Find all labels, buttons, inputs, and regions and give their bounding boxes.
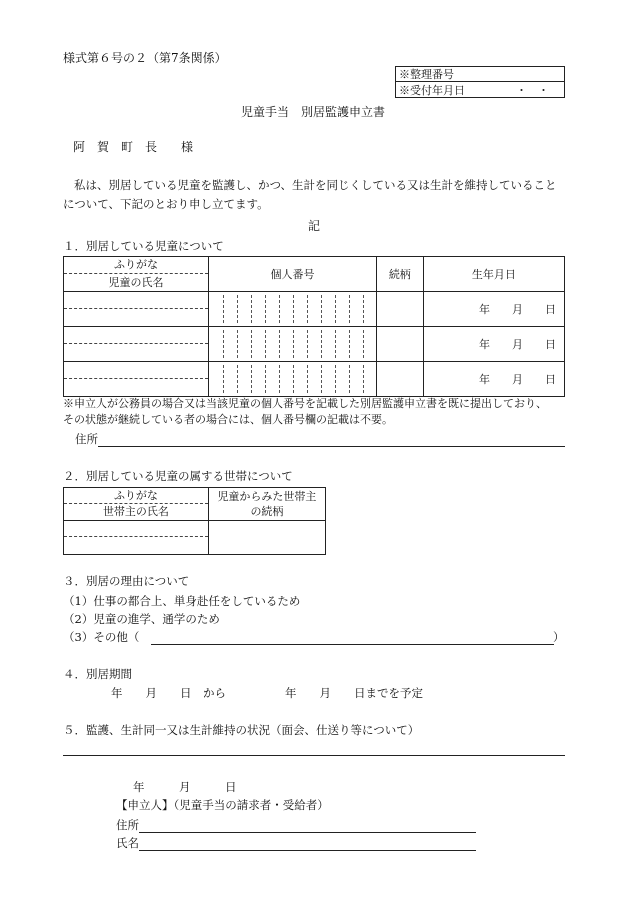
- birth-date-cell[interactable]: 年 月 日: [423, 327, 564, 362]
- child-name-cell[interactable]: [64, 362, 209, 397]
- section1-heading: １．別居している児童について: [63, 239, 224, 253]
- birth-date-cell[interactable]: 年 月 日: [423, 292, 564, 327]
- digit-divider: [321, 330, 322, 358]
- digit-divider: [223, 365, 224, 393]
- householder-relation-header: [208, 488, 325, 521]
- digit-divider: [279, 365, 280, 393]
- digit-divider: [293, 295, 294, 323]
- received-date-dots: ・ ・: [516, 84, 549, 97]
- digit-divider: [349, 365, 350, 393]
- section1-address-label: 住所: [75, 432, 98, 446]
- digit-divider: [237, 295, 238, 323]
- digit-divider: [293, 330, 294, 358]
- period-from: 年 月 日 から: [111, 686, 226, 700]
- reason-1: （1）仕事の都合上、単身赴任をしているため: [63, 594, 301, 608]
- digit-divider: [307, 365, 308, 393]
- digit-divider: [307, 295, 308, 323]
- body-text-line-1: 私は、別居している児童を監護し、かつ、生計を同じくしている又は生計を維持していること: [74, 178, 557, 192]
- body-text-line-2: について、下記のとおり申し立てます。: [63, 197, 269, 211]
- digit-divider: [237, 330, 238, 358]
- household-table: [63, 487, 326, 555]
- digit-divider: [363, 330, 364, 358]
- birth-date-cell[interactable]: 年 月 日: [423, 362, 564, 397]
- table-row: [64, 362, 565, 397]
- digit-divider: [335, 295, 336, 323]
- relation-cell[interactable]: [376, 292, 423, 327]
- section3-heading: ３．別居の理由について: [63, 574, 190, 588]
- section2-heading: ２．別居している児童の属する世帯について: [63, 469, 293, 483]
- personal-no-cell[interactable]: [209, 362, 377, 397]
- reason-3: （3）その他（: [63, 630, 140, 644]
- householder-relation-cell[interactable]: [208, 521, 325, 555]
- digit-divider: [237, 365, 238, 393]
- furigana-header: ふりがな: [114, 258, 159, 271]
- digit-divider: [293, 365, 294, 393]
- table-row: [64, 521, 326, 555]
- digit-divider: [363, 365, 364, 393]
- personal-no-header: 個人番号: [209, 257, 377, 292]
- digit-divider: [279, 330, 280, 358]
- birth-header: 生年月日: [423, 257, 564, 292]
- reason-2: （2）児童の進学、通学のため: [63, 612, 220, 626]
- personal-no-cell[interactable]: [209, 292, 377, 327]
- footer-name-label: 氏名: [116, 836, 139, 850]
- digit-divider: [279, 295, 280, 323]
- section5-line[interactable]: [63, 755, 565, 756]
- footer-date: 年 月 日: [133, 780, 237, 794]
- section4-heading: ４．別居期間: [63, 667, 132, 681]
- addressee: 阿 賀 町 長 様: [73, 140, 194, 154]
- period-to: 年 月 日までを予定: [285, 686, 423, 700]
- ki-mark: 記: [308, 219, 321, 233]
- table-row: [64, 327, 565, 362]
- relation-cell[interactable]: [376, 327, 423, 362]
- digit-divider: [223, 295, 224, 323]
- digit-divider: [349, 330, 350, 358]
- child-name-cell[interactable]: [64, 327, 209, 362]
- note-line-2: その状態が継続している者の場合には、個人番号欄の記載は不要。: [63, 413, 393, 426]
- child-table: [63, 256, 565, 397]
- digit-divider: [265, 295, 266, 323]
- digit-divider: [349, 295, 350, 323]
- section5-heading: ５．監護、生計同一又は生計維持の状況（面会、仕送り等について）: [63, 723, 420, 737]
- child-name-header: [64, 257, 209, 292]
- digit-divider: [265, 330, 266, 358]
- relation-cell[interactable]: [376, 362, 423, 397]
- child-name-cell[interactable]: [64, 292, 209, 327]
- section1-address-line[interactable]: [98, 446, 565, 447]
- page-title: 児童手当 別居監護申立書: [241, 105, 386, 119]
- management-no-label: ※整理番号: [399, 68, 454, 81]
- digit-divider: [265, 365, 266, 393]
- householder-name-header: [64, 488, 209, 521]
- office-box-divider: [395, 81, 565, 82]
- reason-3-close: ）: [553, 630, 565, 644]
- reason-other-line[interactable]: [151, 644, 554, 645]
- digit-divider: [321, 295, 322, 323]
- form-id: 様式第６号の２（第7条関係）: [63, 51, 227, 65]
- digit-divider: [251, 295, 252, 323]
- householder-relation-label-1: 児童からみた世帯主: [217, 490, 317, 503]
- footer-name-line[interactable]: [139, 850, 476, 851]
- digit-divider: [251, 365, 252, 393]
- householder-name-label: 世帯主の氏名: [102, 505, 169, 518]
- applicant-label: 【申立人】（児童手当の請求者・受給者）: [116, 798, 329, 812]
- digit-divider: [223, 330, 224, 358]
- digit-divider: [251, 330, 252, 358]
- relation-header: 続柄: [376, 257, 423, 292]
- digit-divider: [307, 330, 308, 358]
- received-date-label: ※受付年月日: [399, 84, 465, 97]
- digit-divider: [335, 330, 336, 358]
- digit-divider: [321, 365, 322, 393]
- footer-address-label: 住所: [116, 818, 139, 832]
- digit-divider: [335, 365, 336, 393]
- furigana-header: ふりがな: [113, 489, 158, 502]
- table-row: [64, 292, 565, 327]
- personal-no-cell[interactable]: [209, 327, 377, 362]
- householder-relation-label-2: の続柄: [250, 505, 284, 518]
- footer-address-line[interactable]: [139, 832, 476, 833]
- child-name-label: 児童の氏名: [108, 276, 164, 289]
- note-line-1: ※申立人が公務員の場合又は当該児童の個人番号を記載した別居監護申立書を既に提出しており、: [63, 397, 547, 410]
- householder-name-cell[interactable]: [64, 521, 209, 555]
- digit-divider: [363, 295, 364, 323]
